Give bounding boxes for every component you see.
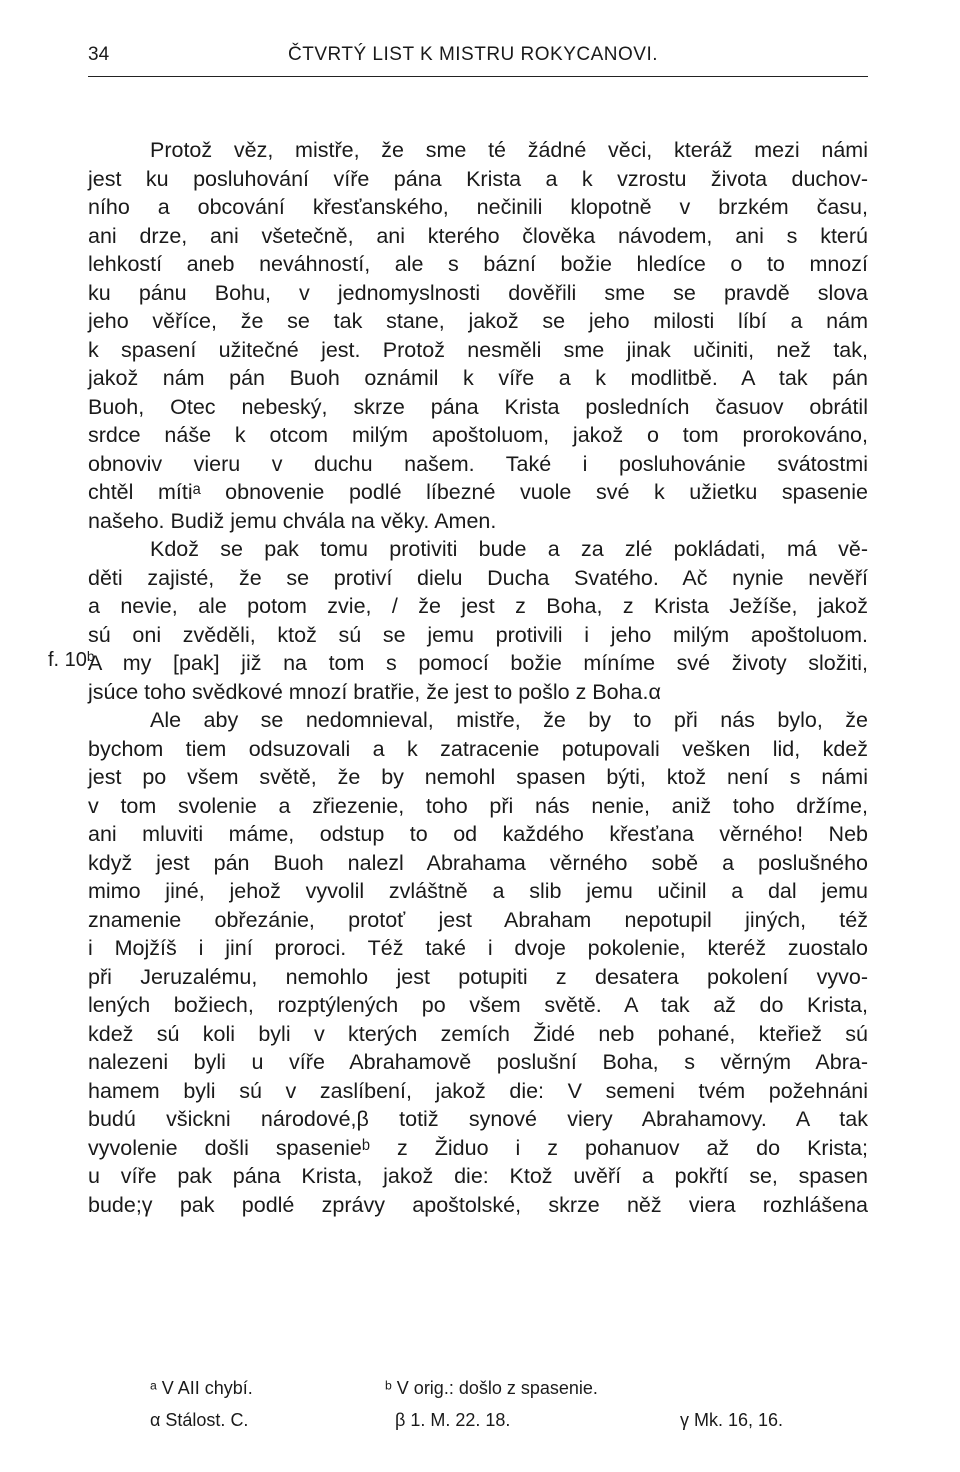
text-line: kdež sú koli byli v kterých zemích Židé neb pohané, kteřiež sú: [88, 1021, 868, 1046]
text-line: hamem byli sú v zaslíbení, jakož die: V semeni tvém požehnáni: [88, 1078, 868, 1103]
text-line: Ale aby se nedomnieval, mistře, že by to při nás bylo, že: [150, 708, 868, 732]
text-line: srdce náše k otcom milým apoštoluom, jakož o tom prorokováno,: [88, 423, 868, 447]
text-line: jest ku posluhování víře pána Krista a k vzrostu života duchov-: [88, 166, 868, 191]
text-line: bychom tiem odsuzovali a k zatracenie potupovali vešken lid, kdež: [88, 736, 868, 761]
footnote-b: ᵇ V orig.: došlo z spasenie.: [385, 1378, 598, 1398]
text-line: bude;γ pak podlé zprávy apoštolské, skrze něž viera rozhlášena: [88, 1192, 868, 1217]
footnote-alpha: α Stálost. C.: [150, 1410, 249, 1430]
text-line: ku pánu Bohu, v jednomyslnosti dověřili sme se pravdě slova: [88, 280, 868, 305]
text-line: a nevie, ale potom zvie, / že jest z Boha, z Krista Ježíše, jakož: [88, 594, 868, 618]
text-line: jeho věříce, že se tak stane, jakož se jeho milosti líbí a nám: [88, 309, 868, 333]
text-line: Protož věz, mistře, že sme té žádné věci, kteráž mezi námi: [150, 138, 868, 162]
text-line: když jest pán Buoh nalezl Abrahama věrného sobě a poslušného: [88, 850, 868, 875]
text-line: vyvolenie došli spasenieᵇ z Židuo i z pohanuov až do Krista;: [88, 1135, 868, 1160]
text-line: u víře pak pána Krista, jakož die: Ktož uvěří a pokřtí se, spasen: [88, 1164, 868, 1188]
page-header: [88, 40, 868, 77]
text-line: našeho. Budiž jemu chvála na věky. Amen.: [88, 508, 497, 533]
text-line: sú oni zvěděli, ktož sú se jemu protivili i jeho milým apoštoluom.: [88, 622, 868, 647]
text-line: ního a obcování křesťanského, nečinili klopotně v brzkém času,: [88, 195, 868, 219]
text-line: budú všickni národové,β totiž synové viery Abrahamovy. A tak: [88, 1107, 868, 1131]
text-line: jakož nám pán Buoh oznámil k víře a k modlitbě. A tak pán: [88, 366, 868, 390]
text-line: lených božiech, rozptýlených po všem světě. A tak až do Krista,: [88, 993, 868, 1017]
text-line: ani mluviti máme, odstup to od každého křesťana věrného! Neb: [88, 822, 868, 846]
text-line: Kdož se pak tomu protiviti bude a za zlé pokládati, má vě-: [150, 537, 868, 561]
body-text: [48, 136, 868, 1219]
text-line: chtěl mítiᵃ obnovenie podlé líbezné vuole své k užietku spasenie: [88, 480, 868, 504]
footnote-gamma: γ Mk. 16, 16.: [680, 1410, 784, 1430]
text-line: k spasení užitečné jest. Protož nesměli sme jinak učiniti, než tak,: [88, 337, 868, 362]
running-title: ČTVRTÝ LIST K MISTRU ROKYCANOVI.: [288, 44, 659, 65]
text-line: jsúce toho svědkové mnozí bratřie, že jest to pošlo z Boha.α: [88, 679, 661, 704]
text-line: i Mojžíš i jiní proroci. Též také i dvoje pokolenie, kteréž zuostalo: [88, 936, 868, 960]
footnote-beta: β 1. M. 22. 18.: [395, 1410, 511, 1430]
folio-margin-note: f. 10ᵇ: [48, 649, 95, 671]
text-line: jest po všem světě, že by nemohl spasen býti, ktož není s námi: [88, 765, 868, 789]
text-line: lehkostí aneb neváhností, ale s bázní božie hledíce o to mnozí: [88, 252, 868, 276]
text-line: ani drze, ani všetečně, ani kterého člověka návodem, ani s kterú: [88, 223, 868, 248]
text-line: A my [pak] již na tom s pomocí božie míníme své životy složiti,: [88, 651, 868, 675]
text-line: nalezeni byli u víře Abrahamově poslušní Boha, s věrným Abra-: [88, 1050, 868, 1074]
footnote-a: ᵃ V AII chybí.: [150, 1378, 253, 1398]
page-number: 34: [88, 44, 110, 65]
text-line: znamenie obřezánie, protoť jest Abraham nepotupil jiných, též: [88, 907, 868, 932]
text-line: Buoh, Otec nebeský, skrze pána Krista posledních časuov obrátil: [88, 394, 868, 419]
text-line: mimo jiné, jehož vyvolil zvláštně a slib jemu učinil a dal jemu: [88, 879, 868, 903]
text-line: při Jeruzalému, nemohlo jest potupiti z desatera pokolení vyvo-: [88, 964, 868, 989]
text-line: děti zajisté, že se protiví dielu Ducha Svatého. Ač nynie nevěří: [88, 565, 868, 590]
text-line: v tom svolenie a zřiezenie, toho při nás nenie, aniž toho držíme,: [88, 793, 868, 818]
text-line: obnoviv vieru v duchu našem. Také i posluhovánie svátostmi: [88, 451, 868, 476]
